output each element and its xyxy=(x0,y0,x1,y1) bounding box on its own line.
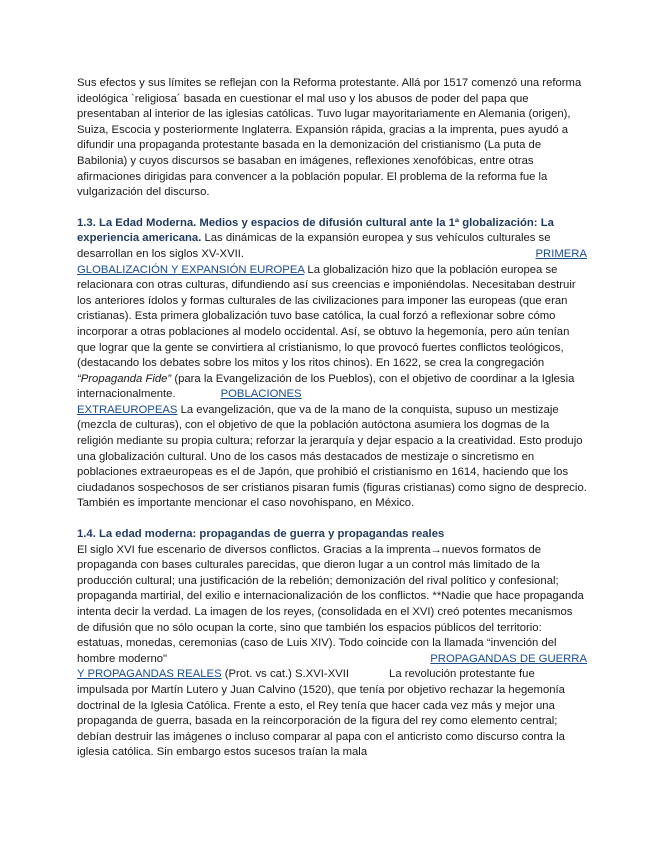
section-1-3-text-3: (para la Evangelización de los Pueblos), con el objetivo de coordinar a la Iglesia internacionalmente. xyxy=(77,372,575,401)
link-primera-globalizacion-b[interactable]: GLOBALIZACIÓN Y EXPANSIÓN EUROPEA xyxy=(77,263,305,276)
propaganda-fide-italic: “Propaganda Fide” xyxy=(77,372,172,385)
link-propagandas-guerra-a[interactable]: PROPAGANDAS DE GUERRA xyxy=(430,652,587,665)
spacer xyxy=(77,201,587,216)
section-1-4-heading: 1.4. La edad moderna: propagandas de guerra y propagandas reales xyxy=(77,528,445,541)
document-body xyxy=(77,76,587,761)
link-poblaciones-a[interactable]: POBLACIONES xyxy=(220,388,302,401)
section-1-4-text-2: (Prot. vs cat.) S.XVI-XVII xyxy=(221,668,350,681)
section-1-3 xyxy=(77,216,587,512)
paragraph-reforma: Sus efectos y sus límites se reflejan con la Reforma protestante. Allá por 1517 comenzó una reforma ideológica `religiosa´ basada en cuestionar el mal uso y los abusos de poder del papa que presentaban al interior de las iglesias católicas. Tuvo lugar mayoritariamente en Alemania (origen), Suiza, Escocia y posteriormente Inglaterra. Expansión rápida, gracias a la imprenta, pues ayudó a difundir una propaganda protestante basada en la demonización del cristianismo (La puta de Babilonia) y cuyos discursos se basaban en imágenes, reflexiones xenofóbicas, entre otras afirmaciones dirigidas para convencer a la población popular. El problema de la reforma fue la vulgarización del discurso. xyxy=(77,77,582,199)
section-1-3-text-4: La evangelización, que va de la mano de la conquista, supuso un mestizaje (mezcla de culturas), con el objetivo de que la población autóctona asumiera los dogmas de la religión mediante su propia cultura; reforzar la jerarquía y dejar espacio a la creatividad. Esto produjo una globalización cultural. Uno de los casos más destacados de mestizaje o sincretismo en poblaciones extraeuropeas es el de Japón, que prohibió el cristianismo en 1614, haciendo que los ciudadanos sospechosos de ser cristianos pisaran fumis (figuras cristianas) como signo de desprecio. También es importante mencionar el caso novohispano, en México. xyxy=(77,403,587,510)
section-1-4-text-1: El siglo XVI fue escenario de diversos conflictos. Gracias a la imprenta→nuevos formatos de propaganda con bases culturales parecidas, que dieron lugar a un control más limitado de la producción cultural; una justificación de la rebelión; demonización del rival político y confesional; propaganda martirial, del exilio e internacionalización de los conflictos. **Nadie que hace propaganda intenta decir la verdad. La imagen de los reyes, (consolidada en el XVI) creó potentes mecanismos de difusión que no sólo ocupan la corte, sino que también los espacios públicos del territorio: estatuas, monedas, ceremonias (caso de Luis XIV). Todo coincide con la llamada “invención del hombre moderno" xyxy=(77,543,584,665)
link-propagandas-guerra-b[interactable]: Y PROPAGANDAS REALES xyxy=(77,668,222,681)
section-1-3-text-1: Las dinámicas de la expansión europea y sus vehículos culturales se desarrollan en los siglos XV-XVII. xyxy=(77,232,551,260)
section-1-4-text-3: La revolución protestante fue impulsada por Martín Lutero y Juan Calvino (1520), que tenía por objetivo rechazar la hegemonía doctrinal de la Iglesia Católica. Frente a esto, el Rey tenía que hacer cada vez más y mejor una propaganda de guerra, basada en la reincorporación de la figura del rey como elemento central; debían destruir las imágenes o incluso comparar al papa con el anticristo como discurso contra la iglesia católica. Sin embargo estos sucesos traían la mala xyxy=(77,668,565,759)
section-1-3-heading: 1.3. La Edad Moderna. Medios y espacios de difusión cultural ante la 1ª globalización: La experiencia americana. xyxy=(77,216,554,245)
link-poblaciones-b[interactable]: EXTRAEUROPEAS xyxy=(77,403,178,416)
link-primera-globalizacion-a[interactable]: PRIMERA xyxy=(535,247,587,260)
section-1-3-text-2: La globalización hizo que la población europea se relacionara con otras culturas, difundiendo así sus creencias e imponiéndolas. Necesitaban destruir los anteriores ídolos y formas culturales de las civilizaciones para imponer las europeas (que eran cristianas). Esta primera globalización tuvo base católica, la cual forzó a reflexionar sobre cómo incorporar a otras poblaciones al modelo occidental. Así, se obtuvo la hegemonía, pero aún tenían que lograr que la gente se convirtiera al cristianismo, lo que provocó fuertes conflictos teológicos, (destacando los debates sobre los mitos y los ritos chinos). En 1622, se crea la congregación xyxy=(77,263,576,370)
section-1-4 xyxy=(77,527,587,761)
spacer xyxy=(77,512,587,527)
